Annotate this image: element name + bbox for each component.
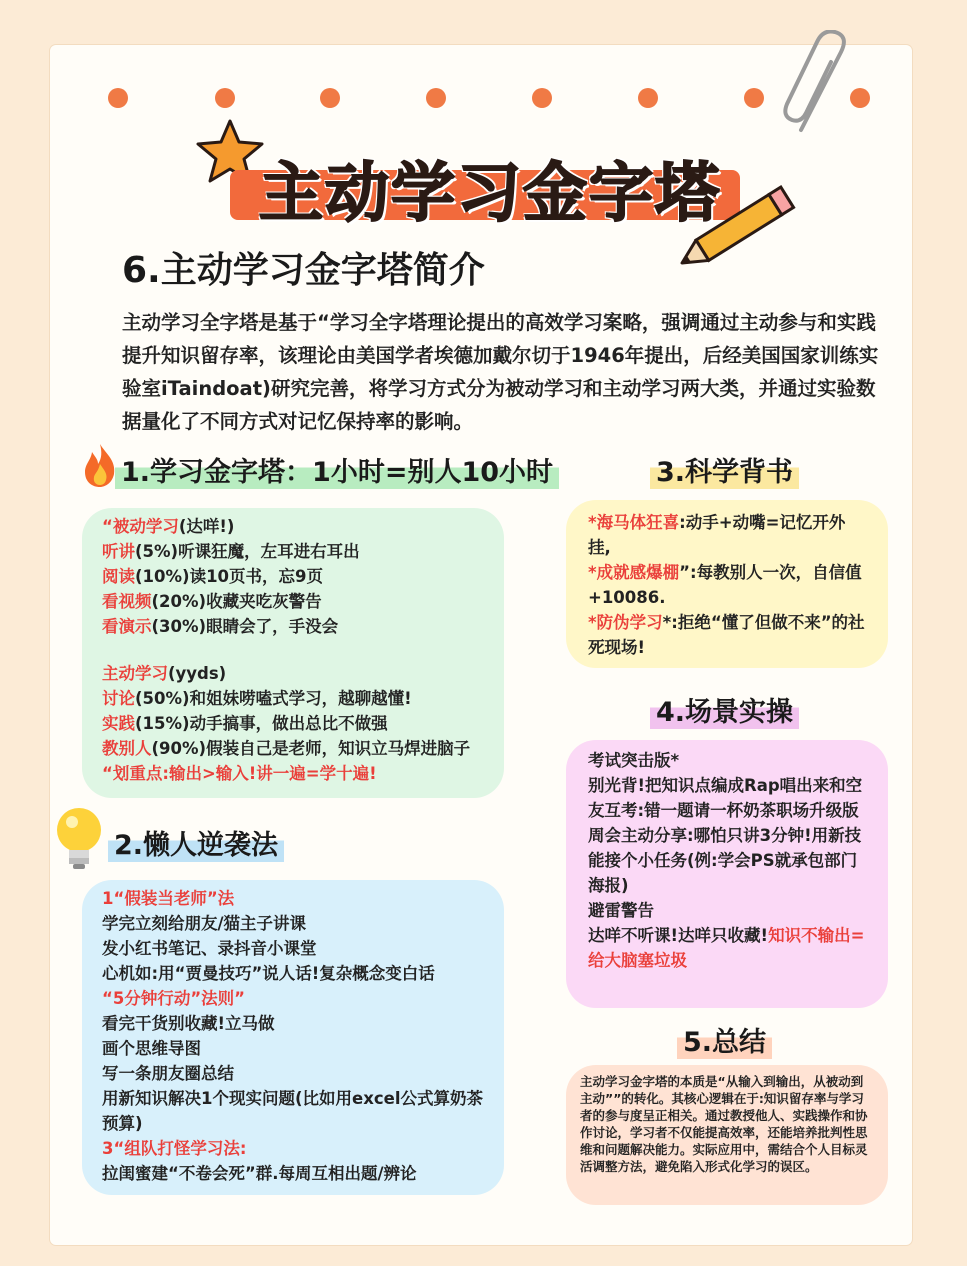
sub-heading-2: “5分钟行动”法则” [102,989,246,1008]
binder-dot [532,88,552,108]
item-text: (10%)读10页书，忘9页 [135,567,324,586]
summary-paragraph: 主动学习金字塔的本质是“从输入到输出，从被动到主动””的转化。其核心逻辑在于:知识留存率与学习者的参与度呈正相关。通过教授他人、实践操作和协作讨论，学习者不仅能提高效率，还能培养批判性思维和问题解决能力。实际应用中，需结合个人目标灵活调整方法，避免陷入形式化学习的误区。 [580,1074,868,1174]
sub-heading-3: 3“组队打怪学习法: [102,1139,247,1158]
list-item: 别光背!把知识点编成Rap唱出来和空友互考:错一题请一杯奶茶职场升级版 [588,776,863,820]
summary-line: “划重点:输出>输入!讲一遍=学十遍! [102,764,377,783]
binder-dot [426,88,446,108]
paperclip-icon [779,30,859,140]
item-key: *成就感爆棚 [588,563,680,582]
item-key: 教别人 [102,739,152,758]
binder-dot [215,88,235,108]
main-title-banner [230,148,740,231]
list-item: 看完干货别收藏!立马做 [102,1014,275,1033]
item-text: *:拒绝“懂了但做不来”的社死现场! [588,613,865,657]
warning-text: 达咩不听课!达咩只收藏! [588,926,769,945]
scenario-card [566,740,888,1008]
item-key: 实践 [102,714,135,733]
section4-heading: 4.场景实操 [650,690,799,729]
binder-dot [108,88,128,108]
binder-dot [320,88,340,108]
list-item [588,560,866,610]
list-item: 周会主动分享:哪怕只讲3分钟!用新技能接个小任务(例:学会PS就承包部门海报) [588,826,862,895]
item-key: *海马体狂喜 [588,513,680,532]
list-item: 考试突击版* [588,751,680,770]
binder-dot [744,88,764,108]
active-title: 主动学习 [102,664,168,683]
warning-emphasis: 知识不输出=给大脑塞垃圾 [588,926,865,970]
lazy-method-card [82,880,504,1195]
item-key: 讨论 [102,689,135,708]
item-text: :动手+动嘴=记忆开外挂, [588,513,846,557]
binder-dots [108,88,868,108]
binder-dot [638,88,658,108]
list-item [102,711,484,736]
item-text: (5%)听课狂魔，左耳进右耳出 [135,542,360,561]
item-text: (20%)收藏夹吃灰警告 [151,592,322,611]
intro-paragraph: 主动学习全字塔是基于“学习全字塔理论提出的高效学习案略，强调通过主动参与和实践提升知识留存率，该理论由美国学者埃德加戴尔切于1946年提出，后经美国国家训练实验室iTaindoat)研究完善，将学习方式分为被动学习和主动学习两大类，并通过实验数据量化了不同方式对记忆保持率的影响。 [122,311,879,433]
item-key: 阅读 [102,567,135,586]
list-item [102,736,484,761]
summary-card [566,1065,888,1205]
section5-heading: 5.总结 [677,1020,772,1059]
lightbulb-icon [52,804,106,874]
section3-heading: 3.科学背书 [650,450,799,489]
warning-line [588,923,866,973]
item-key: 看视频 [102,592,152,611]
pencil-icon [668,178,808,278]
list-item [102,614,484,639]
item-key: 看演示 [102,617,152,636]
list-item: 发小红书笔记、录抖音小课堂 [102,939,317,958]
passive-title: “被动学习 [102,517,179,536]
page-title: 主动学习金字塔 [259,157,721,231]
list-item [588,610,866,660]
list-item [102,564,484,589]
list-item: 用新知识解决1个现实问题(比如用excel公式算奶茶预算) [102,1089,483,1133]
intro-heading: 6.主动学习金字塔简介 [122,250,485,291]
list-item [102,539,484,564]
item-key: 听讲 [102,542,135,561]
item-key: *防伪学习 [588,613,663,632]
item-text: (50%)和姐妹唠嗑式学习，越聊越懂! [135,689,412,708]
list-item: 画个思维导图 [102,1039,201,1058]
list-item: 学完立刻给朋友/猫主子讲课 [102,914,307,933]
list-item: 心机如:用“贾曼技巧”说人话!复杂概念变白话 [102,964,435,983]
item-text: ”:每教别人一次，自信值+10086. [588,563,862,607]
item-text: (30%)眼睛会了，手没会 [151,617,339,636]
section2-heading: 2.懒人逆袭法 [108,823,284,862]
fire-icon [80,442,120,488]
science-card [566,500,888,668]
item-text: (90%)假装自己是老师，知识立马焊进脑子 [151,739,471,758]
sub-heading-1: 1“假装当老师”法 [102,889,235,908]
passive-suffix: (达咩!) [178,517,235,536]
passive-title-line [102,514,484,539]
list-item [588,510,866,560]
list-item: 拉闺蜜建“不卷会死”群.每周互相出题/辨论 [102,1164,417,1183]
passive-active-card [82,508,504,798]
item-text: (15%)动手搞事，做出总比不做强 [135,714,388,733]
list-item: 避雷警告 [588,901,654,920]
section1-heading: 1.学习金字塔：1小时=别人10小时 [115,450,559,489]
active-title-line [102,661,484,686]
active-suffix: (yyds) [168,664,227,683]
list-item: 写一条朋友圈总结 [102,1064,234,1083]
list-item [102,686,484,711]
list-item [102,589,484,614]
